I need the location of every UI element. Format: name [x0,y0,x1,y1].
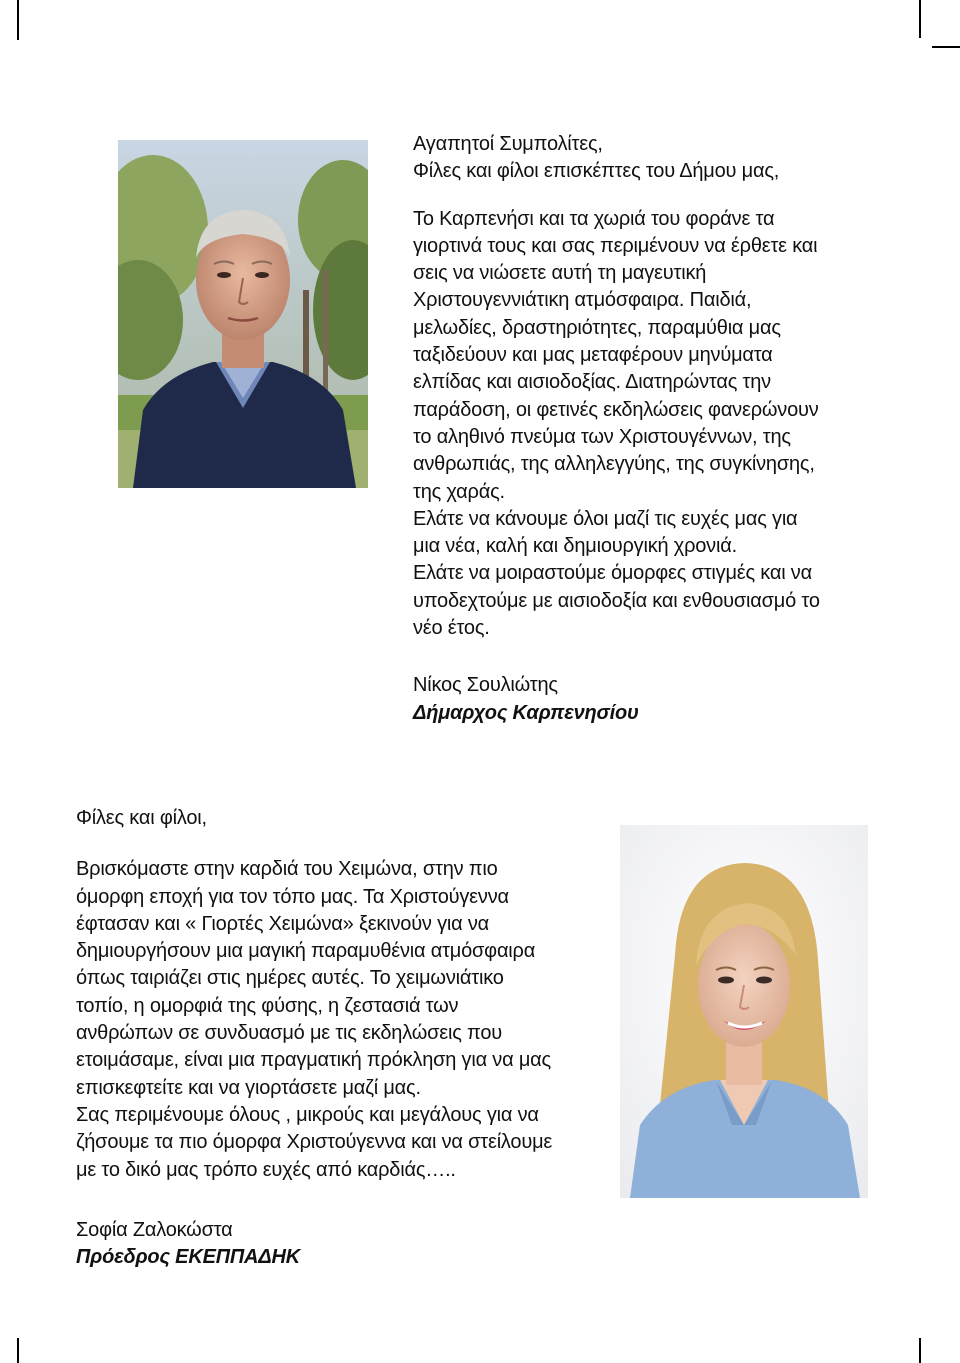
president-body-line: ζήσουμε τα πιο όμορφα Χριστούγεννα και να στείλουμε [76,1131,553,1154]
mayor-body-line: Ελάτε να μοιραστούμε όμορφες στιγμές και να [413,562,812,585]
mayor-body-line: ελπίδας και αισιοδοξίας. Διατηρώντας την [413,371,771,394]
crop-mark-top-left [17,0,19,40]
mayor-body-line: παράδοση, οι φετινές εκδηλώσεις φανερώνουν [413,398,819,421]
mayor-body-line: Ελάτε να κάνουμε όλοι μαζί τις ευχές μας για [413,507,798,530]
mayor-body-line: το αληθινό πνεύμα των Χριστουγέννων, της [413,425,791,448]
president-body-line: επισκεφτείτε και να γιορτάσετε μαζί μας. [76,1076,421,1099]
mayor-body-line: μελωδίες, δραστηριότητες, παραμύθια μας [413,316,781,339]
mayor-body-line: μια νέα, καλή και δημιουργική χρονιά. [413,535,737,558]
president-body-line: με το δικό μας τρόπο ευχές από καρδιάς….. [76,1158,456,1181]
mayor-portrait-photo [118,140,368,488]
president-signature-name: Σοφία Ζαλοκώστα [76,1218,233,1241]
president-body-line: Βρισκόμαστε στην καρδιά του Χειμώνα, στην πιο [76,858,498,881]
mayor-body-line: υποδεχτούμε με αισιοδοξία και ενθουσιασμό το [413,589,820,612]
president-body-line: ετοιμάσαμε, είναι μια πραγματική πρόκληση για να μας [76,1049,551,1072]
president-greeting: Φίλες και φίλοι, [76,807,207,829]
mayor-body-line: ανθρωπιάς, της αλληλεγγύης, της συγκίνησης, [413,453,815,476]
crop-mark-bottom-left [17,1338,19,1363]
crop-mark-bottom-right [919,1338,921,1363]
mayor-body-line: ταξιδεύουν και μας μεταφέρουν μηνύματα [413,344,773,367]
president-body-line: όπως ταιριάζει στις ημέρες αυτές. Το χειμωνιάτικο [76,967,504,990]
president-letter [76,805,616,1271]
president-body-line: έφτασαν και « Γιορτές Χειμώνα» ξεκινούν για να [76,912,490,935]
mayor-body-line: σεις να νιώσετε αυτή τη μαγευτική [413,262,707,285]
mayor-letter [413,131,883,727]
president-body-line: όμορφη εποχή για τον τόπο μας. Τα Χριστούγεννα [76,885,509,908]
mayor-body-line: της χαράς. [413,480,505,503]
mayor-signature-role: Δήμαρχος Καρπενησίου [413,701,639,724]
crop-mark-right-top [932,46,960,48]
mayor-body-line: Το Καρπενήσι και τα χωριά του φοράνε τα [413,207,775,230]
mayor-greeting-line-1: Αγαπητοί Συμπολίτες, [413,133,603,155]
mayor-body-line: γιορτινά τους και σας περιμένουν να έρθετε και [413,234,818,257]
president-body-line: Σας περιμένουμε όλους , μικρούς και μεγάλους για να [76,1103,539,1126]
crop-mark-top-right [919,0,921,38]
president-body-line: ανθρώπων σε συνδυασμό με τις εκδηλώσεις που [76,1022,503,1045]
mayor-body-line: νέο έτος. [413,617,490,640]
president-body-line: τοπίο, η ομορφιά της φύσης, η ζεστασιά των [76,994,459,1017]
president-signature-role: Πρόεδρος ΕΚΕΠΠΑΔΗΚ [76,1246,300,1269]
mayor-greeting-line-2: Φίλες και φίλοι επισκέπτες του Δήμου μας, [413,160,780,183]
mayor-signature-name: Νίκος Σουλιώτης [413,674,558,697]
president-portrait-photo [620,825,868,1198]
mayor-body-line: Χριστουγεννιάτικη ατμόσφαιρα. Παιδιά, [413,289,752,312]
president-body-line: δημιουργήσουν μια μαγική παραμυθένια ατμόσφαιρα [76,940,536,963]
